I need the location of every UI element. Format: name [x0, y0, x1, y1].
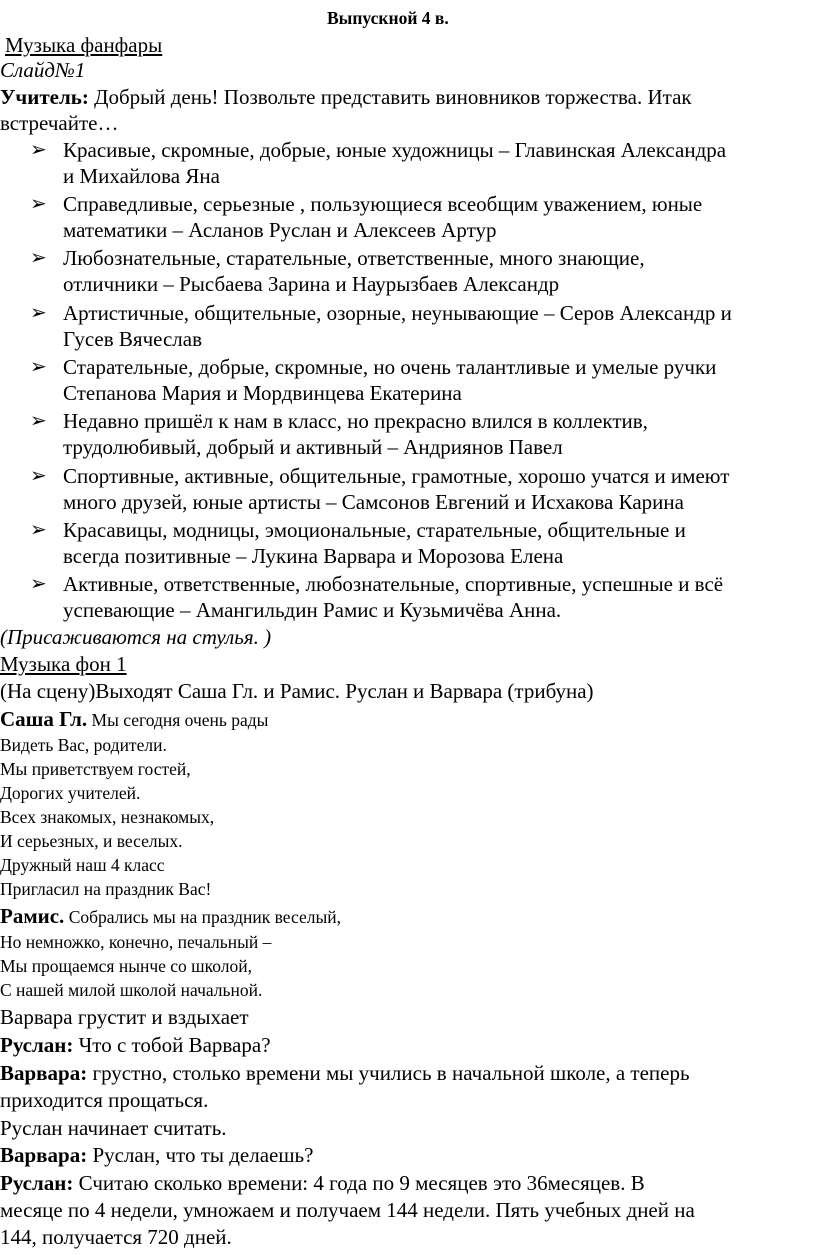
- bullet-line: много друзей, юные артисты – Самсонов Евгений и Исхакова Карина: [63, 490, 684, 514]
- bullet-line: и Михайлова Яна: [63, 164, 220, 188]
- bullet-line: успевающие – Амангильдин Рамис и Кузьмичёва Анна.: [63, 598, 562, 622]
- arrow-bullet-icon: ➢: [30, 410, 47, 432]
- poem-line: Собрались мы на праздник веселый,: [64, 907, 341, 927]
- music-background: Музыка фон 1: [0, 652, 127, 676]
- poem-line: Мы сегодня очень рады: [87, 710, 269, 730]
- arrow-bullet-icon: ➢: [30, 519, 47, 541]
- bullet-line: Гусев Вячеслав: [63, 327, 203, 351]
- dialog-text: Что с тобой Варвара?: [73, 1033, 271, 1057]
- teacher-text-cont: встречайте…: [0, 111, 119, 135]
- poem-line: С нашей милой школой начальной.: [0, 980, 263, 1000]
- dialog-text: Считаю сколько времени: 4 года по 9 месяцев это 36месяцев. В: [73, 1171, 645, 1195]
- arrow-bullet-icon: ➢: [30, 356, 47, 378]
- arrow-bullet-icon: ➢: [30, 193, 47, 215]
- arrow-bullet-icon: ➢: [30, 302, 47, 324]
- speaker-sasha: Саша Гл.: [0, 707, 88, 731]
- bullet-line: Активные, ответственные, любознательные, спортивные, успешные и всё: [63, 572, 724, 596]
- bullet-line: математики – Асланов Руслан и Алексеев Артур: [63, 218, 497, 242]
- speaker-varvara: Варвара:: [0, 1143, 88, 1167]
- dialog-line: [0, 1170, 645, 1196]
- poem-line: Всех знакомых, незнакомых,: [0, 807, 215, 827]
- dialog-text-cont: 144, получается 720 дней.: [0, 1225, 232, 1249]
- dialog-line: [0, 1142, 313, 1168]
- dialog-line: [0, 1032, 271, 1058]
- bullet-line: Красивые, скромные, добрые, юные художницы – Главинская Александра: [63, 138, 727, 162]
- stage-direction-enter: (На сцену)Выходят Саша Гл. и Рамис. Руслан и Варвара (трибуна): [0, 679, 594, 703]
- speaker-ruslan: Руслан:: [0, 1033, 74, 1057]
- bullet-line: Спортивные, активные, общительные, грамотные, хорошо учатся и имеют: [63, 464, 730, 488]
- teacher-line: [0, 84, 692, 110]
- arrow-bullet-icon: ➢: [30, 573, 47, 595]
- bullet-line: Красавицы, модницы, эмоциональные, старательные, общительные и: [63, 518, 686, 542]
- teacher-text: Добрый день! Позвольте представить виновников торжества. Итак: [88, 85, 692, 109]
- arrow-bullet-icon: ➢: [30, 465, 47, 487]
- dialog-line: [0, 1060, 690, 1086]
- dialog-text: Руслан, что ты делаешь?: [87, 1143, 314, 1167]
- dialog-text-cont: приходится прощаться.: [0, 1088, 209, 1112]
- poem-line: Пригласил на праздник Вас!: [0, 879, 212, 899]
- bullet-line: Справедливые, серьезные , пользующиеся всеобщим уважением, юные: [63, 192, 703, 216]
- poem-line: Видеть Вас, родители.: [0, 735, 167, 755]
- ruslan-counts: Руслан начинает считать.: [0, 1116, 227, 1140]
- poem-line: Дорогих учителей.: [0, 783, 141, 803]
- poem-line: Мы прощаемся нынче со школой,: [0, 956, 252, 976]
- bullet-line: Любознательные, старательные, ответственные, много знающие,: [63, 246, 645, 270]
- bullet-line: отличники – Рысбаева Зарина и Наурызбаев Александр: [63, 272, 560, 296]
- dialog-text-cont: месяце по 4 недели, умножаем и получаем 144 недели. Пять учебных дней на: [0, 1198, 695, 1222]
- bullet-line: трудолюбивый, добрый и активный – Андриянов Павел: [63, 435, 563, 459]
- document-title: Выпускной 4 в.: [327, 8, 449, 28]
- arrow-bullet-icon: ➢: [30, 139, 47, 161]
- arrow-bullet-icon: ➢: [30, 247, 47, 269]
- music-fanfare: Музыка фанфары: [5, 33, 163, 57]
- bullet-line: Артистичные, общительные, озорные, неунывающие – Серов Александр и: [63, 301, 732, 325]
- poem-line: Дружный наш 4 класс: [0, 855, 165, 875]
- varvara-sad: Варвара грустит и вздыхает: [0, 1005, 249, 1029]
- speaker-ramis: Рамис.: [0, 904, 65, 928]
- slide-label: Слайд№1: [0, 58, 86, 82]
- bullet-line: Недавно пришёл к нам в класс, но прекрасно влился в коллектив,: [63, 409, 648, 433]
- ramis-first-line: [0, 903, 341, 929]
- bullet-line: всегда позитивные – Лукина Варвара и Морозова Елена: [63, 544, 564, 568]
- speaker-ruslan: Руслан:: [0, 1171, 74, 1195]
- stage-direction-sit: (Присаживаются на стулья. ): [0, 625, 272, 649]
- bullet-line: Степанова Мария и Мордвинцева Екатерина: [63, 381, 462, 405]
- speaker-varvara: Варвара:: [0, 1061, 88, 1085]
- poem-line: Мы приветствуем гостей,: [0, 759, 191, 779]
- poem-line: Но немножко, конечно, печальный –: [0, 932, 272, 952]
- bullet-line: Старательные, добрые, скромные, но очень талантливые и умелые ручки: [63, 355, 717, 379]
- poem-line: И серьезных, и веселых.: [0, 831, 183, 851]
- dialog-text: грустно, столько времени мы учились в начальной школе, а теперь: [87, 1061, 690, 1085]
- speaker-teacher: Учитель:: [0, 85, 89, 109]
- sasha-first-line: [0, 706, 268, 732]
